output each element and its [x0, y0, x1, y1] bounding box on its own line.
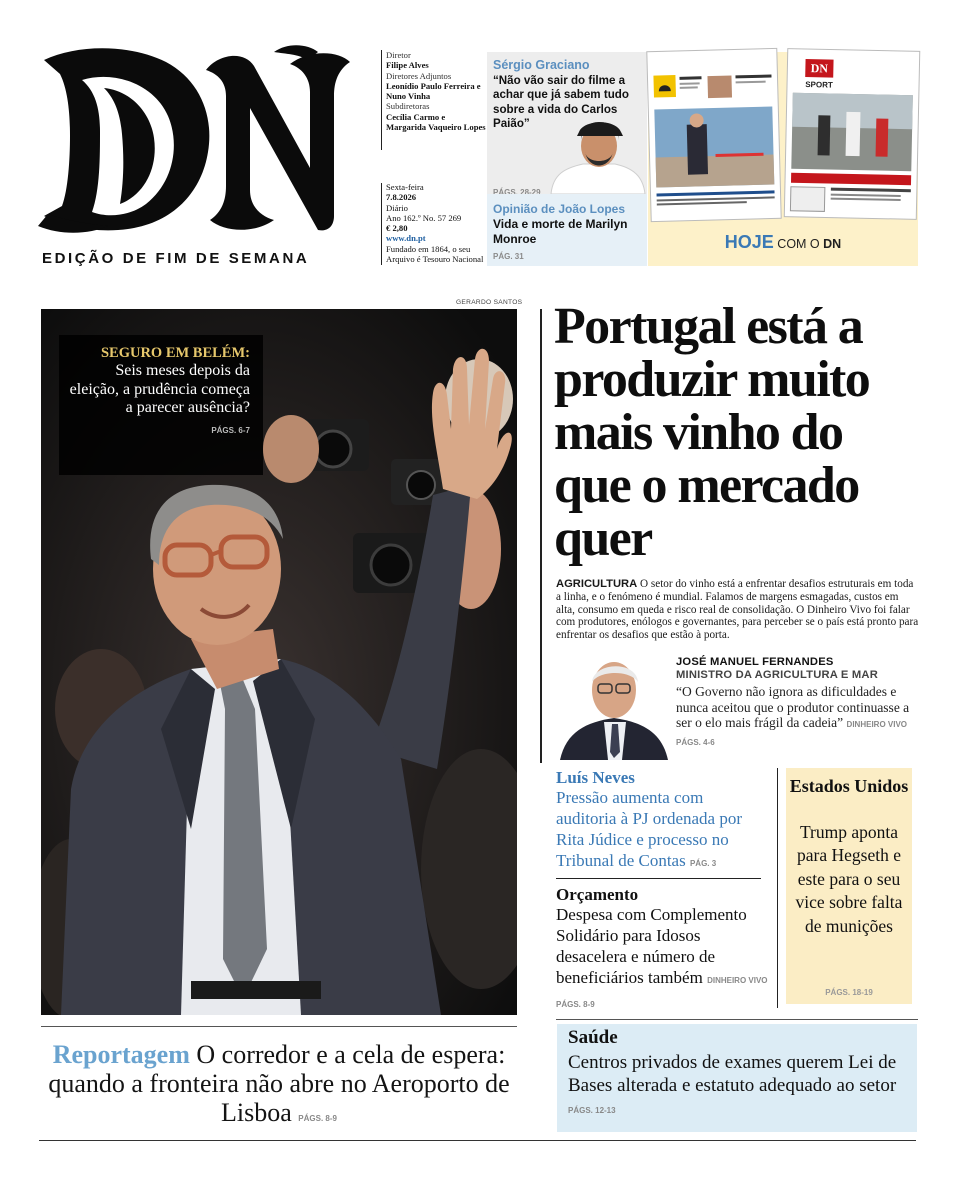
orcamento-story[interactable]: [556, 904, 771, 1015]
opiniao-title: Vida e morte de Marilyn Monroe: [493, 217, 628, 246]
issue-date: 7.8.2026: [386, 192, 417, 203]
subdirectors-role: Subdiretoras: [386, 101, 430, 112]
seguro-text: Seis meses depois da eleição, a prudência começa a parecer ausência?: [69, 362, 250, 416]
dn-logo: [38, 40, 356, 236]
orcamento-pages: DINHEIRO VIVO PÁGS. 8-9: [556, 976, 768, 1009]
minister-role: MINISTRO DA AGRICULTURA E MAR: [676, 669, 878, 681]
subdirectors-names: Cecília Carmo e Margarida Vaqueiro Lopes: [386, 111, 486, 133]
minister-pages: DINHEIRO VIVO PÁGS. 4-6: [676, 720, 907, 747]
issue-weekday: Sexta-feira: [386, 182, 424, 192]
saude-story: [568, 1052, 913, 1123]
issue-divider: [381, 183, 382, 265]
neves-rule: [556, 878, 761, 879]
hoje-big: HOJE: [724, 232, 774, 252]
neves-pages: PÁG. 3: [689, 859, 717, 868]
minister-photo: [556, 652, 672, 760]
saude-kicker: Saúde: [568, 1027, 618, 1048]
deputies-role: Diretores Adjuntos: [386, 70, 452, 81]
eua-text: Trump aponta para Hegseth e este para o seu vice sobre falta de munições: [795, 822, 903, 936]
reportagem-pages: PÁGS. 8-9: [298, 1114, 337, 1123]
promo-graciano[interactable]: [487, 52, 647, 194]
graciano-pages: PÁGS. 28-29: [493, 188, 541, 194]
director-name: Filipe Alves: [386, 60, 429, 71]
main-story-rule: [540, 309, 542, 763]
dn-sport-brand: DN: [810, 61, 829, 76]
seguro-teaser[interactable]: [59, 335, 263, 475]
staff-divider: [381, 50, 382, 150]
website-link[interactable]: www.dn.pt: [386, 233, 426, 244]
main-headline[interactable]: Portugal está a produzir muito mais vinho do que o mercado quer: [554, 298, 870, 567]
issue-frequency: Diário: [386, 202, 408, 213]
neves-text: Pressão aumenta com auditoria à PJ ordenada por Rita Júdice e processo no Tribunal de Contas: [556, 788, 742, 870]
hoje-brand: DN: [823, 237, 842, 251]
promo-opiniao[interactable]: [487, 194, 647, 266]
issue-founded: Fundado em 1864, o seu Arquivo é Tesouro Nacional: [386, 243, 484, 265]
orcamento-kicker: Orçamento: [556, 885, 639, 904]
issue-number: Ano 162.º No. 57 269: [386, 212, 462, 223]
minister-quote: “O Governo não ignora as dificuldades e nunca aceitou que o produtor continuasse a ser o elo mais frágil da cadeia”: [676, 684, 910, 731]
hoje-middle: COM O: [777, 237, 820, 251]
minister-quote-block[interactable]: [676, 684, 924, 750]
saude-pages: PÁGS. 12-13: [568, 1106, 616, 1115]
dinheiro-vivo-thumbnail[interactable]: [645, 46, 783, 224]
dn-sport-thumbnail[interactable]: [782, 46, 922, 224]
lede-kicker: AGRICULTURA: [556, 578, 638, 590]
hoje-com-dn: [648, 232, 918, 253]
eua-pages: PÁGS. 18-19: [825, 988, 873, 997]
reportagem-story[interactable]: [43, 1040, 515, 1133]
page-bottom-rule: [39, 1140, 916, 1141]
main-lede: [556, 578, 920, 642]
reportagem-text: O corredor e a cela de espera: quando a fronteira não abre no Aeroporto de Lisboa: [48, 1040, 510, 1127]
graciano-quote: “Não vão sair do filme a achar que já sabem tudo sobre a vida do Carlos Paião”: [493, 74, 629, 131]
saude-top-rule: [556, 1019, 918, 1020]
dn-sport-section: SPORT: [805, 80, 833, 90]
graciano-kicker: Sérgio Graciano: [493, 58, 590, 72]
opiniao-kicker: Opinião de João Lopes: [493, 202, 626, 216]
photo-credit: GERARDO SANTOS: [456, 299, 523, 306]
issue-price: € 2,80: [386, 223, 408, 234]
orcamento-text: Despesa com Complemento Solidário para Idosos desacelera e número de beneficiários também: [556, 905, 747, 987]
reportagem-top-rule: [41, 1026, 517, 1027]
edition-label: EDIÇÃO DE FIM DE SEMANA: [42, 250, 310, 267]
deputies-names: Leonídio Paulo Ferreira e Nuno Vinha: [386, 80, 481, 102]
saude-text: Centros privados de exames querem Lei de Bases alterada e estatuto adequado ao setor: [568, 1052, 897, 1096]
lede-text: O setor do vinho está a enfrentar desafios estruturais em toda a linha, e o fenómeno é mundial. Falamos de margens esmagadas, custos em alta, consumo em queda e risco real de consolidação. O Dinheiro Vivo foi falar com produtores, enólogos e governantes, para perceber se o país está pronto para enfrentar os desafios que estão à porta.: [556, 578, 919, 642]
director-role: Diretor: [386, 50, 411, 60]
seguro-kicker: SEGURO EM BELÉM:: [100, 345, 250, 361]
staff-box: [386, 50, 486, 132]
eua-kicker: Estados Unidos: [789, 776, 909, 796]
neves-kicker: Luís Neves: [556, 768, 635, 787]
opiniao-pages: PÁG. 31: [493, 252, 524, 261]
neves-story[interactable]: [556, 787, 766, 874]
minister-name: JOSÉ MANUEL FERNANDES: [676, 656, 834, 668]
issue-box: [386, 182, 486, 264]
seguro-pages: PÁGS. 6-7: [211, 425, 250, 435]
reportagem-kicker: Reportagem: [52, 1040, 190, 1069]
eua-rule: [777, 768, 778, 1008]
